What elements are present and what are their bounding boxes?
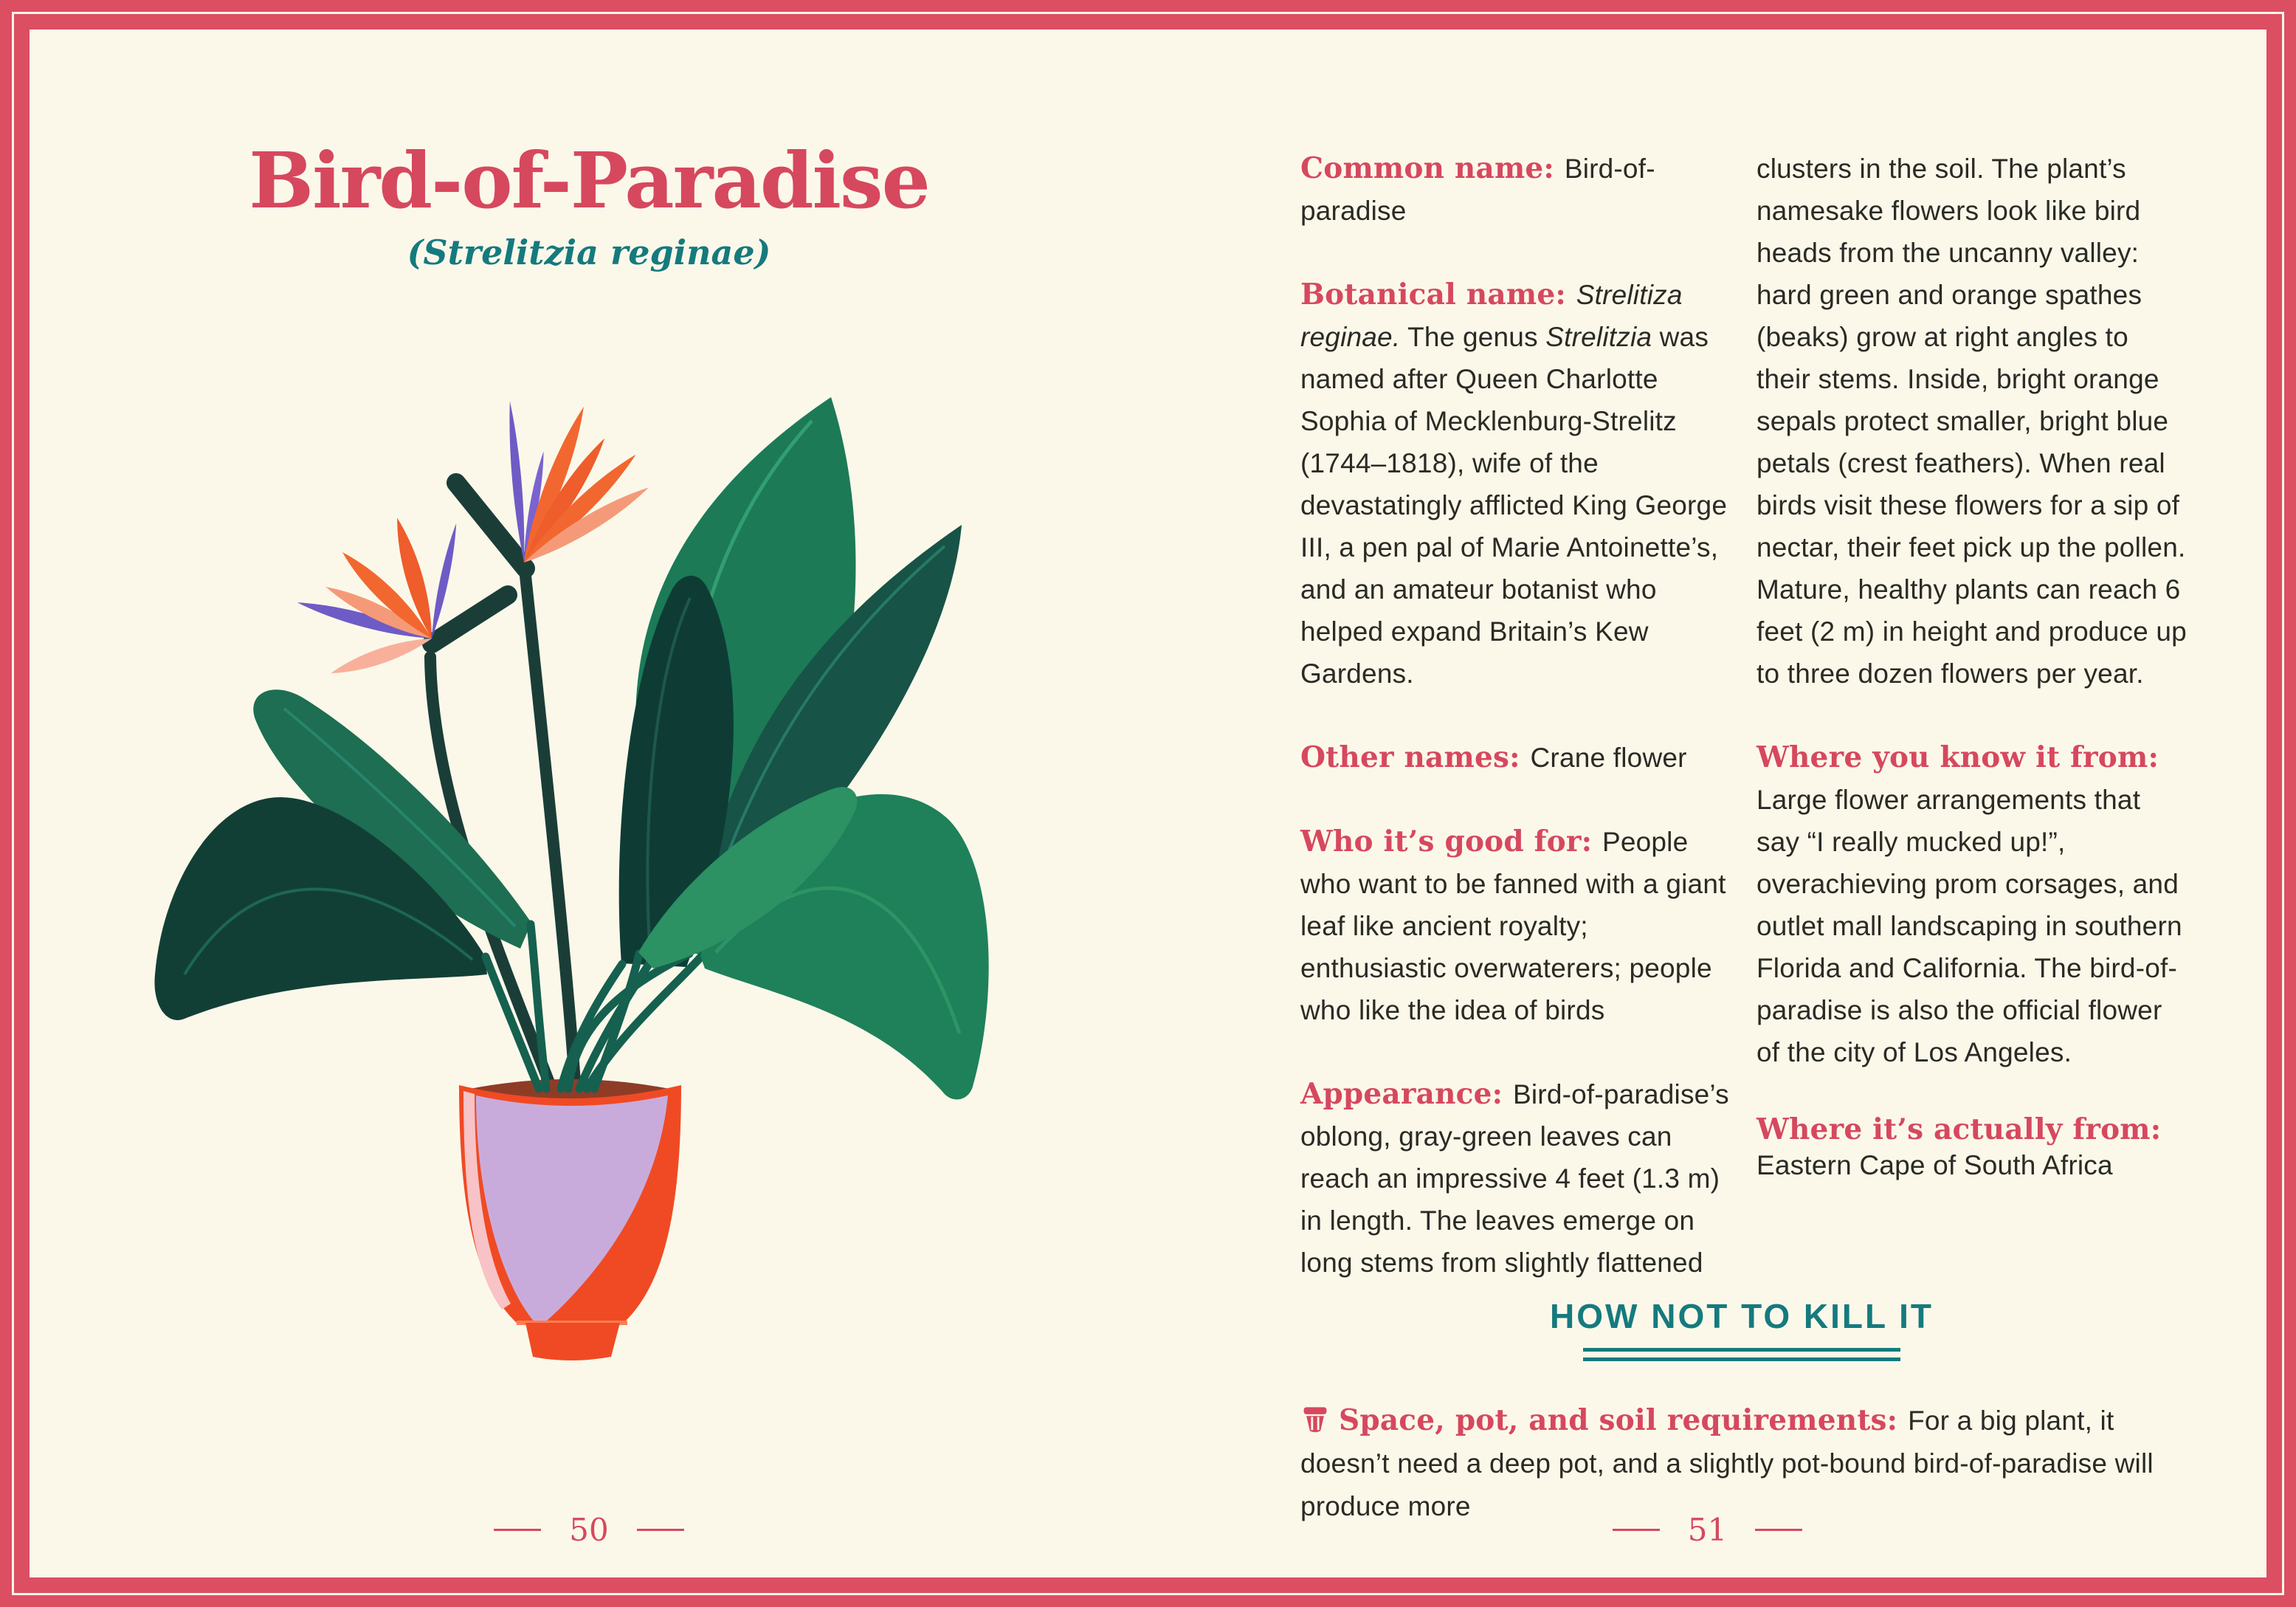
actually-from-paragraph: [1757, 1112, 2188, 1186]
common-name-paragraph: [1300, 148, 1732, 232]
botanical-subtitle: (Strelitzia reginae): [407, 233, 771, 273]
actually-from-text: Eastern Cape of South Africa: [1757, 1150, 2113, 1180]
appearance-label: Appearance:: [1300, 1077, 1513, 1111]
good-for-label: Who it’s good for:: [1300, 825, 1602, 858]
title-block: [30, 135, 1148, 273]
page-number-dash: [637, 1529, 684, 1531]
plant-illustration: [103, 325, 1018, 1476]
other-names-label: Other names:: [1300, 740, 1531, 774]
actually-from-label: Where it’s actually from:: [1757, 1112, 2162, 1146]
page-number-dash: [494, 1529, 541, 1531]
know-from-label: Where you know it from:: [1757, 740, 2159, 774]
space-pot-soil-label: Space, pot, and soil requirements:: [1339, 1403, 1909, 1437]
right-page-number-row: [1148, 1512, 2266, 1548]
right-page: [1148, 30, 2266, 1577]
good-for-paragraph: [1300, 821, 1732, 1031]
pot-icon: [1300, 1405, 1330, 1434]
space-pot-soil-text: For a big plant, it doesn’t need a deep pot, and a slightly pot-bound bird-of-paradise will produce more: [1300, 1405, 2154, 1521]
good-for-text: People who want to be fanned with a giant leaf like ancient royalty; enthusiastic overwaterers; people who like the idea of birds: [1300, 827, 1726, 1025]
botanical-mid: The genus: [1400, 322, 1546, 352]
how-not-to-kill-heading: HOW NOT TO KILL IT: [1550, 1297, 1934, 1335]
botanical-name-label: Botanical name:: [1300, 278, 1576, 312]
botanical-italic-1: Strelitiza reginae.: [1300, 280, 1683, 352]
appearance-continued-paragraph: [1757, 148, 2188, 695]
right-page-number: 51: [1687, 1512, 1728, 1548]
appearance-text: Bird-of-paradise’s oblong, gray-green leaves can reach an impressive 4 feet (1.3 m) in length. The leaves emerge on long stems from slightly flattened: [1300, 1079, 1729, 1278]
double-rule-divider: [1583, 1348, 1900, 1361]
other-names-text: Crane flower: [1530, 743, 1687, 773]
botanical-italic-2: Strelitzia: [1545, 322, 1652, 352]
space-pot-soil-paragraph: [1300, 1400, 2183, 1528]
botanical-rest: was named after Queen Charlotte Sophia of Mecklenburg-Strelitz (1744–1818), wife of the devastatingly afflicted King George III, a pen pal of Marie Antoinette’s, and an amateur botanist who helped expand Britain’s Kew Gardens.: [1300, 322, 1728, 689]
text-column-1: [1300, 148, 1732, 1284]
bird-of-paradise-illustration-icon: [103, 325, 1018, 1476]
botanical-name-paragraph: [1300, 274, 1732, 695]
left-page: [30, 30, 1148, 1577]
appearance-continued-text: clusters in the soil. The plant’s namesake flowers look like bird heads from the uncanny valley: hard green and orange spathes (beaks) grow at right angles to their stems. Inside, bright orange sepals protect smaller, bright blue petals (crest feathers). When real birds visit these flowers for a sip of nectar, their feet pick up the pollen. Mature, healthy plants can reach 6 feet (2 m) in height and produce up to three dozen flowers per year.: [1757, 154, 2187, 689]
other-names-paragraph: [1300, 737, 1732, 779]
spread-background: [30, 30, 2266, 1577]
common-name-label: Common name:: [1300, 151, 1565, 185]
common-name-text: Bird-of-paradise: [1300, 154, 1655, 226]
left-page-number: 50: [569, 1512, 609, 1548]
know-from-paragraph: [1757, 737, 2188, 1073]
left-page-number-row: [30, 1512, 1148, 1548]
page-number-dash: [1613, 1529, 1660, 1531]
text-column-2: [1757, 148, 2188, 1186]
know-from-text: Large flower arrangements that say “I really mucked up!”, overachieving prom corsages, and outlet mall landscaping in southern Florida and California. The bird-of-paradise is also the official flower of the city of Los Angeles.: [1757, 785, 2182, 1067]
page-title: Bird-of-Paradise: [249, 135, 929, 226]
appearance-paragraph: [1300, 1073, 1732, 1284]
page-number-dash: [1755, 1529, 1802, 1531]
